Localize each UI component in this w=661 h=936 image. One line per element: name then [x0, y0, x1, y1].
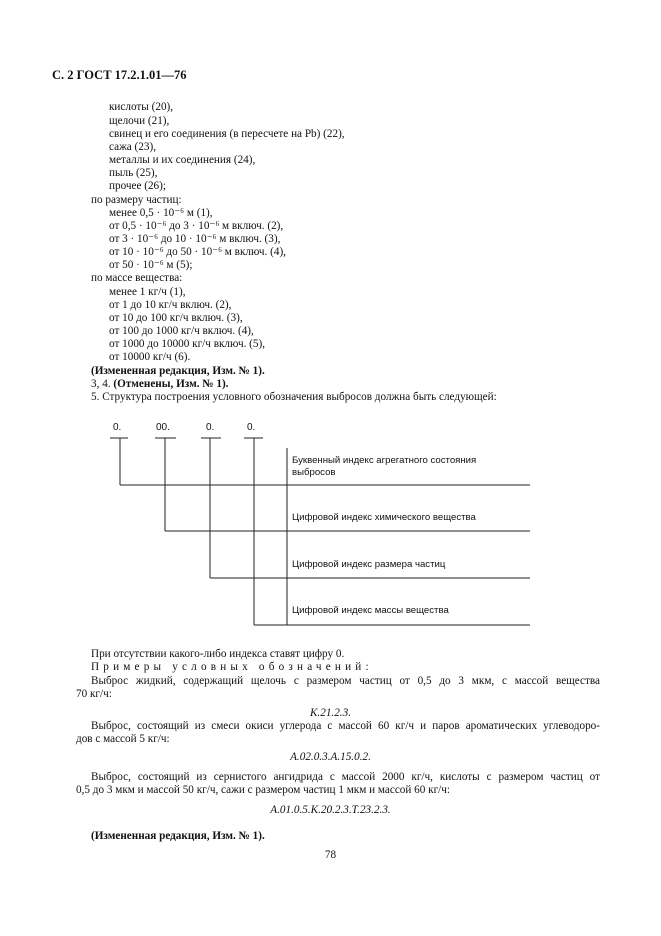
list-item: металлы и их соединения (24),	[109, 154, 256, 166]
label-particle-size-index: Цифровой индекс размера частиц	[292, 559, 446, 570]
cancelled-note: (Отменены, Изм. № 1).	[113, 378, 229, 390]
list-item: от 50 · 10⁻⁶ м (5);	[109, 259, 193, 271]
list-item: сажа (23),	[109, 141, 156, 153]
cancelled-prefix: 3, 4.	[91, 378, 114, 390]
list-item: от 0,5 · 10⁻⁶ до 3 · 10⁻⁶ м включ. (2),	[109, 220, 284, 232]
list-item: свинец и его соединения (в пересчете на Pb) (22),	[109, 128, 345, 140]
example-1-text-cont: 70 кг/ч:	[76, 688, 112, 700]
example-3-text-cont: 0,5 до 3 мкм и массой 50 кг/ч, сажи с размером частиц 1 мкм и массой 60 кг/ч:	[76, 784, 451, 796]
item-5: 5. Структура построения условного обозначения выбросов должна быть следующей:	[91, 391, 497, 403]
list-item: от 10000 кг/ч (6).	[109, 351, 191, 363]
examples-heading: Примеры условных обозначений:	[91, 661, 373, 673]
list-item: от 1000 до 10000 кг/ч включ. (5),	[109, 338, 266, 350]
label-aggregate-state-cont: выбросов	[292, 467, 336, 478]
label-mass-index: Цифровой индекс массы вещества	[292, 605, 449, 616]
code-1: 0.	[113, 422, 122, 433]
example-3-text: Выброс, состоящий из сернистого ангидрида с массой 2000 кг/ч, кислоты с размером частиц от	[91, 771, 600, 783]
list-item: от 3 · 10⁻⁶ до 10 · 10⁻⁶ м включ. (3),	[109, 233, 281, 245]
example-3-code: А.01.0.5.К.20.2.3.Т.23.2.3.	[270, 804, 391, 816]
list-item: менее 1 кг/ч (1),	[109, 286, 186, 298]
label-aggregate-state: Буквенный индекс агрегатного состояния	[292, 455, 477, 466]
example-2-text-cont: дов с массой 5 кг/ч:	[76, 733, 170, 745]
page-header: С. 2 ГОСТ 17.2.1.01—76	[52, 68, 187, 82]
list-item: от 1 до 10 кг/ч включ. (2),	[109, 299, 232, 311]
example-2-text: Выброс, состоящий из смеси окиси углерода с массой 60 кг/ч и паров ароматических углеводоро-	[91, 720, 600, 732]
label-chemical-index: Цифровой индекс химического вещества	[292, 512, 476, 523]
list-item: от 100 до 1000 кг/ч включ. (4),	[109, 325, 254, 337]
example-1-code: К.21.2.3.	[310, 707, 351, 719]
list-item: щелочи (21),	[109, 115, 170, 127]
example-1-text: Выброс жидкий, содержащий щелочь с размером частиц от 0,5 до 3 мкм, с массой вещества	[91, 675, 600, 687]
code-3: 0.	[206, 422, 215, 433]
code-4: 0.	[247, 422, 256, 433]
particle-size-heading: по размеру частиц:	[91, 194, 182, 206]
revision-note-2: (Измененная редакция, Изм. № 1).	[91, 830, 265, 842]
list-item: от 10 · 10⁻⁶ до 50 · 10⁻⁶ м включ. (4),	[109, 246, 286, 258]
list-item: от 10 до 100 кг/ч включ. (3),	[109, 312, 243, 324]
page-number: 78	[324, 849, 337, 861]
list-item: менее 0,5 · 10⁻⁶ м (1),	[109, 207, 213, 219]
list-item: прочее (26);	[109, 180, 166, 192]
code-2: 00.	[156, 422, 170, 433]
list-item: пыль (25),	[109, 167, 158, 179]
absent-index-rule: При отсутствии какого-либо индекса ставят цифру 0.	[91, 648, 345, 660]
list-item: кислоты (20),	[109, 101, 174, 113]
example-2-code: А.02.0.3.А.15.0.2.	[290, 751, 371, 763]
revision-note: (Измененная редакция, Изм. № 1).	[91, 365, 265, 377]
mass-heading: по массе вещества:	[91, 272, 183, 284]
